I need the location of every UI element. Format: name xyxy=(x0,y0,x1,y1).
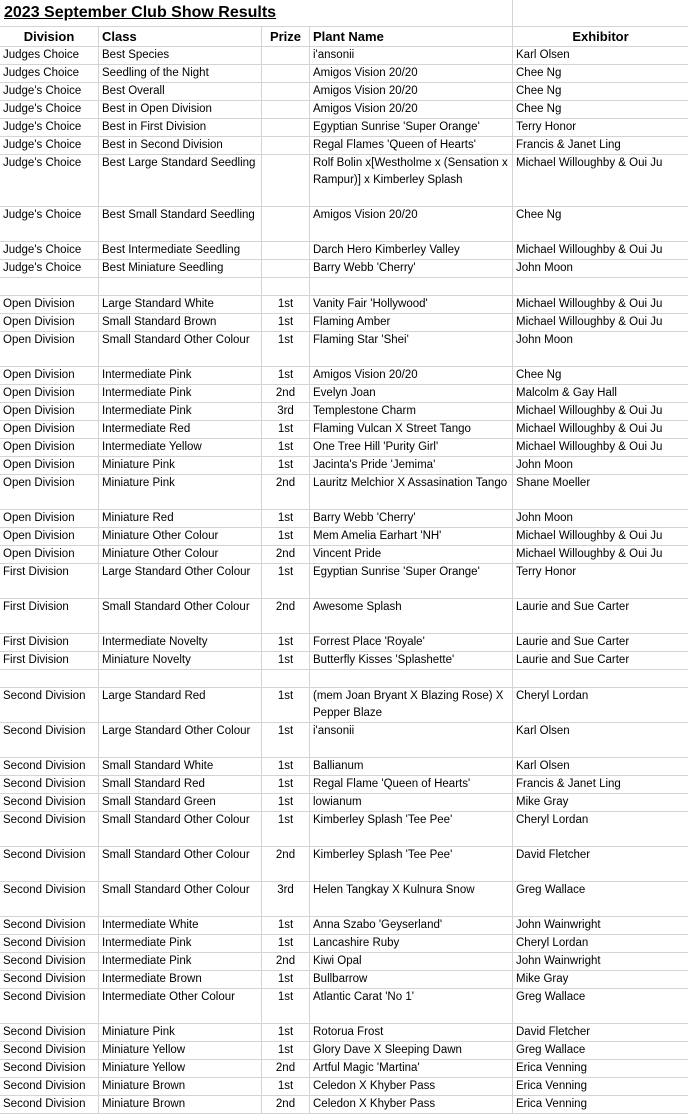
cell-prize[interactable] xyxy=(262,101,310,118)
cell-plant-name[interactable]: Vanity Fair 'Hollywood' xyxy=(310,296,513,313)
cell-prize[interactable]: 1st xyxy=(262,367,310,384)
cell-exhibitor[interactable]: Michael Willoughby & Oui Ju xyxy=(516,530,663,542)
cell-class[interactable]: Intermediate Pink xyxy=(99,935,262,952)
cell-division[interactable]: Second Division xyxy=(0,971,99,988)
table-row xyxy=(0,242,688,260)
cell-exhibitor[interactable]: John Wainwright xyxy=(516,955,601,967)
cell-plant-name[interactable]: Amigos Vision 20/20 xyxy=(310,101,513,118)
header-exhibitor[interactable]: Exhibitor xyxy=(572,29,629,44)
table-row xyxy=(0,688,688,723)
table-row xyxy=(0,83,688,101)
table-row xyxy=(0,971,688,989)
cell-exhibitor[interactable]: John Moon xyxy=(516,262,573,274)
cell-exhibitor[interactable]: Greg Wallace xyxy=(516,1044,586,1056)
cell-class[interactable] xyxy=(99,278,262,295)
cell-plant-name[interactable]: Flaming Amber xyxy=(310,314,513,331)
cell-class[interactable]: Small Standard Other Colour xyxy=(99,332,262,366)
cell-class[interactable]: Miniature Pink xyxy=(99,1024,262,1041)
cell-plant-name[interactable]: i'ansonii xyxy=(310,723,513,757)
table-row xyxy=(0,1060,688,1078)
cell-plant-name[interactable]: Ballianum xyxy=(310,758,513,775)
cell-exhibitor[interactable]: Francis & Janet Ling xyxy=(516,139,621,151)
cell-plant-name[interactable]: Rolf Bolin x[Westholme x (Sensation x Rampur)] x Kimberley Splash xyxy=(310,155,513,206)
cell-division[interactable]: Judge's Choice xyxy=(0,242,99,259)
table-row xyxy=(0,260,688,278)
cell-class[interactable]: Best Small Standard Seedling xyxy=(99,207,262,241)
cell-exhibitor[interactable]: Terry Honor xyxy=(516,566,577,578)
table-row xyxy=(0,385,688,403)
table-row xyxy=(0,457,688,475)
cell-division[interactable]: Open Division xyxy=(0,439,99,456)
cell-prize[interactable]: 1st xyxy=(262,758,310,775)
cell-plant-name[interactable]: Flaming Vulcan X Street Tango xyxy=(310,421,513,438)
header-division[interactable]: Division xyxy=(0,27,99,46)
cell-division[interactable]: Open Division xyxy=(0,367,99,384)
cell-class[interactable]: Miniature Red xyxy=(99,510,262,527)
cell-prize[interactable]: 1st xyxy=(262,776,310,793)
cell-exhibitor[interactable]: Erica Venning xyxy=(516,1098,587,1110)
cell-division[interactable] xyxy=(0,670,99,687)
cell-class[interactable]: Best Large Standard Seedling xyxy=(99,155,262,206)
cell-prize[interactable]: 1st xyxy=(262,1024,310,1041)
cell-division[interactable]: Judge's Choice xyxy=(0,101,99,118)
cell-division[interactable]: Second Division xyxy=(0,1060,99,1077)
cell-prize[interactable]: 1st xyxy=(262,564,310,598)
table-row xyxy=(0,65,688,83)
cell-prize[interactable]: 2nd xyxy=(262,1060,310,1077)
cell-division[interactable]: Open Division xyxy=(0,332,99,366)
cell-exhibitor[interactable]: Terry Honor xyxy=(516,121,577,133)
header-plant-name[interactable]: Plant Name xyxy=(310,27,513,46)
cell-class[interactable]: Small Standard Other Colour xyxy=(99,599,262,633)
cell-plant-name[interactable]: Regal Flame 'Queen of Hearts' xyxy=(310,776,513,793)
cell-class[interactable]: Miniature Novelty xyxy=(99,652,262,669)
table-row xyxy=(0,332,688,367)
cell-plant-name[interactable]: Darch Hero Kimberley Valley xyxy=(310,242,513,259)
cell-class[interactable]: Intermediate Pink xyxy=(99,367,262,384)
cell-class[interactable]: Best in Open Division xyxy=(99,101,262,118)
cell-division[interactable]: Second Division xyxy=(0,688,99,722)
cell-prize[interactable] xyxy=(262,155,310,206)
cell-exhibitor[interactable]: Chee Ng xyxy=(516,67,562,79)
cell-exhibitor[interactable]: Chee Ng xyxy=(516,103,562,115)
cell-prize[interactable]: 1st xyxy=(262,688,310,722)
title-row xyxy=(0,0,688,27)
table-row xyxy=(0,475,688,510)
header-class[interactable]: Class xyxy=(99,27,262,46)
cell-plant-name[interactable]: (mem Joan Bryant X Blazing Rose) X Pepper Blaze xyxy=(310,688,513,722)
cell-plant-name[interactable]: Helen Tangkay X Kulnura Snow xyxy=(310,882,513,916)
cell-class[interactable]: Intermediate Pink xyxy=(99,385,262,402)
cell-division[interactable]: First Division xyxy=(0,652,99,669)
cell-division[interactable]: Second Division xyxy=(0,794,99,811)
cell-prize[interactable]: 1st xyxy=(262,439,310,456)
cell-division[interactable] xyxy=(0,278,99,295)
cell-exhibitor[interactable]: Karl Olsen xyxy=(516,49,570,61)
cell-prize[interactable]: 1st xyxy=(262,1042,310,1059)
cell-prize[interactable]: 2nd xyxy=(262,599,310,633)
table-row xyxy=(0,207,688,242)
cell-class[interactable]: Intermediate Novelty xyxy=(99,634,262,651)
table-row xyxy=(0,101,688,119)
cell-prize[interactable] xyxy=(262,278,310,295)
cell-exhibitor[interactable]: Greg Wallace xyxy=(516,884,586,896)
cell-prize[interactable]: 1st xyxy=(262,510,310,527)
table-row xyxy=(0,1078,688,1096)
cell-plant-name[interactable] xyxy=(310,278,513,295)
cell-plant-name[interactable]: Lauritz Melchior X Assasination Tango xyxy=(310,475,513,509)
cell-prize[interactable] xyxy=(262,47,310,64)
cell-exhibitor[interactable]: Michael Willoughby & Oui Ju xyxy=(516,244,663,256)
cell-prize[interactable] xyxy=(262,242,310,259)
cell-class[interactable]: Intermediate Yellow xyxy=(99,439,262,456)
cell-plant-name[interactable]: Flaming Star 'Shei' xyxy=(310,332,513,366)
cell-exhibitor[interactable]: Michael Willoughby & Oui Ju xyxy=(516,316,663,328)
cell-plant-name[interactable]: One Tree Hill 'Purity Girl' xyxy=(310,439,513,456)
cell-prize[interactable]: 1st xyxy=(262,971,310,988)
cell-division[interactable]: Open Division xyxy=(0,314,99,331)
cell-division[interactable]: Judge's Choice xyxy=(0,207,99,241)
cell-plant-name[interactable]: Templestone Charm xyxy=(310,403,513,420)
cell-exhibitor[interactable]: Malcolm & Gay Hall xyxy=(516,387,617,399)
cell-exhibitor[interactable]: Cheryl Lordan xyxy=(516,937,589,949)
cell-exhibitor[interactable]: Karl Olsen xyxy=(516,725,570,737)
cell-division[interactable]: Open Division xyxy=(0,403,99,420)
cell-class[interactable]: Best Species xyxy=(99,47,262,64)
table-row xyxy=(0,917,688,935)
cell-exhibitor[interactable]: Michael Willoughby & Oui Ju xyxy=(516,423,663,435)
cell-exhibitor[interactable]: David Fletcher xyxy=(516,1026,591,1038)
cell-plant-name[interactable]: Awesome Splash xyxy=(310,599,513,633)
cell-class[interactable]: Intermediate Other Colour xyxy=(99,989,262,1023)
cell-prize[interactable] xyxy=(262,670,310,687)
cell-exhibitor[interactable]: Michael Willoughby & Oui Ju xyxy=(516,548,663,560)
cell-prize[interactable]: 2nd xyxy=(262,385,310,402)
cell-class[interactable]: Miniature Yellow xyxy=(99,1060,262,1077)
cell-class[interactable]: Best in First Division xyxy=(99,119,262,136)
cell-plant-name[interactable]: Vincent Pride xyxy=(310,546,513,563)
table-row xyxy=(0,155,688,207)
cell-exhibitor[interactable]: David Fletcher xyxy=(516,849,591,861)
cell-prize[interactable]: 1st xyxy=(262,528,310,545)
cell-plant-name[interactable]: Amigos Vision 20/20 xyxy=(310,83,513,100)
sheet-title-cell[interactable] xyxy=(0,0,513,26)
cell-exhibitor[interactable]: Greg Wallace xyxy=(516,991,586,1003)
cell-plant-name[interactable]: Lancashire Ruby xyxy=(310,935,513,952)
cell-division[interactable]: Second Division xyxy=(0,1078,99,1095)
cell-prize[interactable]: 1st xyxy=(262,332,310,366)
table-row xyxy=(0,47,688,65)
cell-division[interactable]: Open Division xyxy=(0,385,99,402)
cell-prize[interactable]: 1st xyxy=(262,457,310,474)
cell-class[interactable]: Intermediate White xyxy=(99,917,262,934)
cell-plant-name[interactable]: Barry Webb 'Cherry' xyxy=(310,260,513,277)
table-row xyxy=(0,314,688,332)
table-row xyxy=(0,421,688,439)
cell-division[interactable]: Second Division xyxy=(0,882,99,916)
cell-division[interactable]: Second Division xyxy=(0,1042,99,1059)
table-row xyxy=(0,794,688,812)
cell-exhibitor[interactable]: Mike Gray xyxy=(516,796,569,808)
cell-prize[interactable]: 1st xyxy=(262,652,310,669)
table-row xyxy=(0,296,688,314)
cell-prize[interactable]: 1st xyxy=(262,723,310,757)
cell-prize[interactable]: 1st xyxy=(262,935,310,952)
cell-prize[interactable]: 1st xyxy=(262,296,310,313)
cell-class[interactable]: Small Standard White xyxy=(99,758,262,775)
cell-division[interactable]: Second Division xyxy=(0,776,99,793)
cell-division[interactable]: Judge's Choice xyxy=(0,137,99,154)
cell-class[interactable]: Seedling of the Night xyxy=(99,65,262,82)
cell-exhibitor[interactable]: Mike Gray xyxy=(516,973,569,985)
cell-prize[interactable]: 1st xyxy=(262,989,310,1023)
cell-exhibitor[interactable]: Chee Ng xyxy=(516,209,562,221)
cell-division[interactable]: Second Division xyxy=(0,935,99,952)
table-row xyxy=(0,528,688,546)
cell-prize[interactable]: 2nd xyxy=(262,546,310,563)
cell-plant-name[interactable]: Celedon X Khyber Pass xyxy=(310,1096,513,1113)
cell-class[interactable]: Small Standard Other Colour xyxy=(99,882,262,916)
cell-class[interactable]: Intermediate Pink xyxy=(99,403,262,420)
table-row xyxy=(0,758,688,776)
cell-division[interactable]: Second Division xyxy=(0,953,99,970)
cell-class[interactable]: Intermediate Red xyxy=(99,421,262,438)
cell-exhibitor[interactable]: John Moon xyxy=(516,512,573,524)
cell-prize[interactable]: 3rd xyxy=(262,882,310,916)
cell-prize[interactable] xyxy=(262,260,310,277)
cell-division[interactable]: Judges Choice xyxy=(0,47,99,64)
table-body xyxy=(0,47,688,1114)
cell-class[interactable]: Intermediate Brown xyxy=(99,971,262,988)
cell-class[interactable]: Intermediate Pink xyxy=(99,953,262,970)
cell-exhibitor[interactable]: Michael Willoughby & Oui Ju xyxy=(516,441,663,453)
cell-exhibitor[interactable]: Laurie and Sue Carter xyxy=(516,601,630,613)
cell-division[interactable]: Second Division xyxy=(0,1024,99,1041)
title-empty-cell[interactable] xyxy=(513,0,688,26)
cell-division[interactable]: Second Division xyxy=(0,917,99,934)
cell-class[interactable]: Miniature Yellow xyxy=(99,1042,262,1059)
cell-plant-name[interactable] xyxy=(310,670,513,687)
cell-prize[interactable]: 1st xyxy=(262,634,310,651)
cell-plant-name[interactable]: Glory Dave X Sleeping Dawn xyxy=(310,1042,513,1059)
table-row xyxy=(0,278,688,296)
cell-exhibitor[interactable]: John Wainwright xyxy=(516,919,601,931)
cell-prize[interactable]: 1st xyxy=(262,1078,310,1095)
cell-plant-name[interactable]: Kiwi Opal xyxy=(310,953,513,970)
cell-plant-name[interactable]: Artful Magic 'Martina' xyxy=(310,1060,513,1077)
cell-class[interactable]: Small Standard Brown xyxy=(99,314,262,331)
cell-exhibitor[interactable]: Michael Willoughby & Oui Ju xyxy=(516,405,663,417)
table-row xyxy=(0,137,688,155)
table-row xyxy=(0,1024,688,1042)
cell-prize[interactable]: 2nd xyxy=(262,953,310,970)
cell-division[interactable]: Second Division xyxy=(0,758,99,775)
cell-plant-name[interactable]: Evelyn Joan xyxy=(310,385,513,402)
cell-prize[interactable] xyxy=(262,65,310,82)
cell-division[interactable]: Judge's Choice xyxy=(0,119,99,136)
cell-division[interactable]: Open Division xyxy=(0,510,99,527)
cell-exhibitor[interactable] xyxy=(513,670,688,687)
table-row xyxy=(0,564,688,599)
cell-exhibitor[interactable]: John Moon xyxy=(516,334,573,346)
cell-division[interactable]: Open Division xyxy=(0,475,99,509)
cell-plant-name[interactable]: Forrest Place 'Royale' xyxy=(310,634,513,651)
cell-plant-name[interactable]: Rotorua Frost xyxy=(310,1024,513,1041)
cell-class[interactable]: Miniature Pink xyxy=(99,457,262,474)
cell-prize[interactable]: 2nd xyxy=(262,847,310,881)
cell-exhibitor[interactable]: Michael Willoughby & Oui Ju xyxy=(516,298,663,310)
cell-class[interactable]: Large Standard White xyxy=(99,296,262,313)
cell-prize[interactable] xyxy=(262,119,310,136)
cell-division[interactable]: Second Division xyxy=(0,989,99,1023)
cell-plant-name[interactable]: Butterfly Kisses 'Splashette' xyxy=(310,652,513,669)
cell-class[interactable]: Best Miniature Seedling xyxy=(99,260,262,277)
cell-plant-name[interactable]: Barry Webb 'Cherry' xyxy=(310,510,513,527)
cell-class[interactable]: Best Overall xyxy=(99,83,262,100)
table-row xyxy=(0,652,688,670)
cell-class[interactable]: Large Standard Other Colour xyxy=(99,723,262,757)
cell-class[interactable] xyxy=(99,670,262,687)
cell-exhibitor[interactable] xyxy=(513,278,688,295)
cell-division[interactable]: Judges Choice xyxy=(0,65,99,82)
table-row xyxy=(0,367,688,385)
cell-division[interactable]: Judge's Choice xyxy=(0,260,99,277)
cell-exhibitor[interactable]: John Moon xyxy=(516,459,573,471)
cell-exhibitor[interactable]: Laurie and Sue Carter xyxy=(516,636,630,648)
cell-prize[interactable]: 2nd xyxy=(262,475,310,509)
cell-plant-name[interactable]: i'ansonii xyxy=(310,47,513,64)
sheet-title: 2023 September Club Show Results xyxy=(4,4,277,21)
cell-division[interactable]: Judge's Choice xyxy=(0,155,99,206)
cell-exhibitor[interactable]: Shane Moeller xyxy=(516,477,591,489)
cell-class[interactable]: Small Standard Red xyxy=(99,776,262,793)
cell-prize[interactable] xyxy=(262,207,310,241)
table-row xyxy=(0,1042,688,1060)
cell-plant-name[interactable]: Amigos Vision 20/20 xyxy=(310,65,513,82)
table-row xyxy=(0,546,688,564)
cell-division[interactable]: First Division xyxy=(0,599,99,633)
cell-division[interactable]: Second Division xyxy=(0,812,99,846)
cell-class[interactable]: Small Standard Other Colour xyxy=(99,847,262,881)
cell-plant-name[interactable]: Anna Szabo 'Geyserland' xyxy=(310,917,513,934)
cell-plant-name[interactable]: Amigos Vision 20/20 xyxy=(310,207,513,241)
table-row xyxy=(0,935,688,953)
table-row xyxy=(0,723,688,758)
cell-exhibitor[interactable]: Chee Ng xyxy=(516,85,562,97)
cell-exhibitor[interactable]: Karl Olsen xyxy=(516,760,570,772)
cell-exhibitor[interactable]: Francis & Janet Ling xyxy=(516,778,621,790)
cell-exhibitor[interactable]: Erica Venning xyxy=(516,1062,587,1074)
cell-exhibitor[interactable]: Cheryl Lordan xyxy=(516,814,589,826)
table-row xyxy=(0,634,688,652)
cell-class[interactable]: Large Standard Red xyxy=(99,688,262,722)
cell-exhibitor[interactable]: Chee Ng xyxy=(516,369,562,381)
cell-division[interactable]: Open Division xyxy=(0,528,99,545)
cell-plant-name[interactable]: Egyptian Sunrise 'Super Orange' xyxy=(310,564,513,598)
table-row xyxy=(0,847,688,882)
table-row xyxy=(0,403,688,421)
cell-division[interactable]: Open Division xyxy=(0,457,99,474)
cell-division[interactable]: Open Division xyxy=(0,296,99,313)
cell-class[interactable]: Miniature Brown xyxy=(99,1078,262,1095)
cell-prize[interactable]: 1st xyxy=(262,794,310,811)
header-prize[interactable]: Prize xyxy=(262,27,310,46)
table-row xyxy=(0,599,688,634)
cell-prize[interactable]: 1st xyxy=(262,314,310,331)
cell-plant-name[interactable]: Celedon X Khyber Pass xyxy=(310,1078,513,1095)
cell-plant-name[interactable]: Egyptian Sunrise 'Super Orange' xyxy=(310,119,513,136)
cell-prize[interactable] xyxy=(262,83,310,100)
cell-class[interactable]: Small Standard Other Colour xyxy=(99,812,262,846)
cell-prize[interactable] xyxy=(262,137,310,154)
cell-class[interactable]: Best in Second Division xyxy=(99,137,262,154)
table-row xyxy=(0,119,688,137)
cell-prize[interactable]: 1st xyxy=(262,421,310,438)
header-row xyxy=(0,27,688,47)
cell-class[interactable]: Best Intermediate Seedling xyxy=(99,242,262,259)
cell-plant-name[interactable]: Jacinta's Pride 'Jemima' xyxy=(310,457,513,474)
cell-division[interactable]: Second Division xyxy=(0,1096,99,1113)
cell-division[interactable]: Judge's Choice xyxy=(0,83,99,100)
cell-prize[interactable]: 2nd xyxy=(262,1096,310,1113)
cell-class[interactable]: Miniature Brown xyxy=(99,1096,262,1113)
cell-division[interactable]: First Division xyxy=(0,564,99,598)
cell-prize[interactable]: 3rd xyxy=(262,403,310,420)
cell-division[interactable]: Second Division xyxy=(0,847,99,881)
cell-division[interactable]: Open Division xyxy=(0,546,99,563)
cell-class[interactable]: Miniature Pink xyxy=(99,475,262,509)
table-row xyxy=(0,776,688,794)
cell-class[interactable]: Small Standard Green xyxy=(99,794,262,811)
table-row xyxy=(0,439,688,457)
table-row xyxy=(0,882,688,917)
table-row xyxy=(0,1096,688,1114)
cell-exhibitor[interactable]: Michael Willoughby & Oui Ju xyxy=(516,157,663,169)
cell-division[interactable]: First Division xyxy=(0,634,99,651)
table-row xyxy=(0,670,688,688)
table-row xyxy=(0,953,688,971)
cell-prize[interactable]: 1st xyxy=(262,917,310,934)
cell-plant-name[interactable]: Atlantic Carat 'No 1' xyxy=(310,989,513,1023)
cell-exhibitor[interactable]: Cheryl Lordan xyxy=(516,690,589,702)
cell-class[interactable]: Miniature Other Colour xyxy=(99,546,262,563)
cell-plant-name[interactable]: Mem Amelia Earhart 'NH' xyxy=(310,528,513,545)
cell-plant-name[interactable]: Kimberley Splash 'Tee Pee' xyxy=(310,847,513,881)
table-row xyxy=(0,989,688,1024)
table-row xyxy=(0,812,688,847)
cell-plant-name[interactable]: Regal Flames 'Queen of Hearts' xyxy=(310,137,513,154)
cell-prize[interactable]: 1st xyxy=(262,812,310,846)
cell-plant-name[interactable]: Bullbarrow xyxy=(310,971,513,988)
cell-plant-name[interactable]: lowianum xyxy=(310,794,513,811)
cell-exhibitor[interactable]: Erica Venning xyxy=(516,1080,587,1092)
cell-division[interactable]: Open Division xyxy=(0,421,99,438)
cell-plant-name[interactable]: Kimberley Splash 'Tee Pee' xyxy=(310,812,513,846)
table-row xyxy=(0,510,688,528)
cell-division[interactable]: Second Division xyxy=(0,723,99,757)
cell-exhibitor[interactable]: Laurie and Sue Carter xyxy=(516,654,630,666)
cell-plant-name[interactable]: Amigos Vision 20/20 xyxy=(310,367,513,384)
cell-class[interactable]: Large Standard Other Colour xyxy=(99,564,262,598)
cell-class[interactable]: Miniature Other Colour xyxy=(99,528,262,545)
